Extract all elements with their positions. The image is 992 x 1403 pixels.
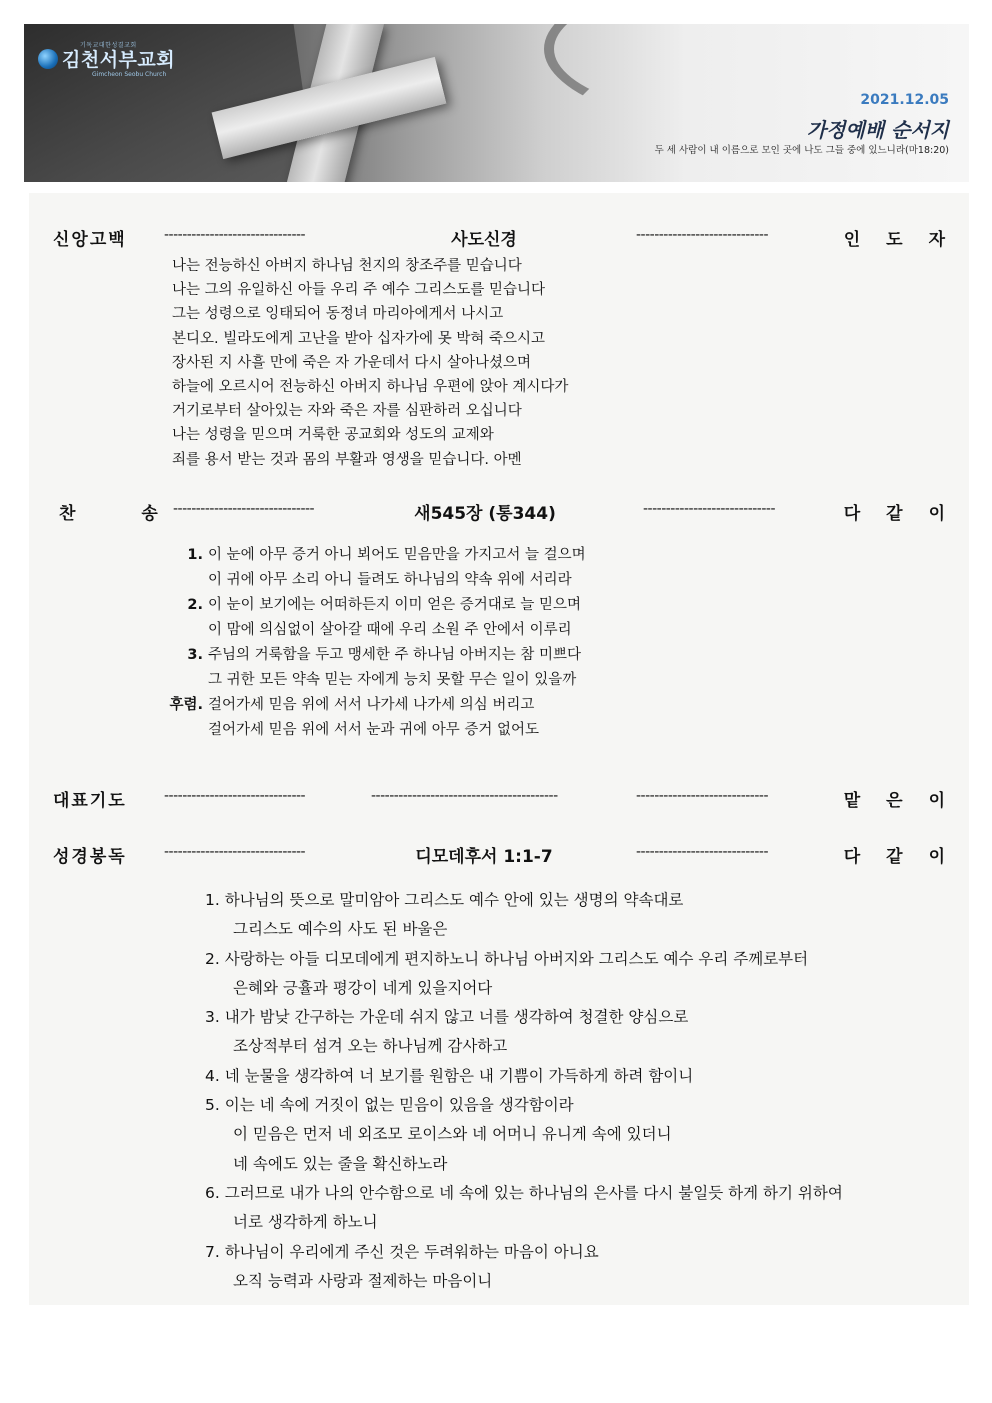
creed-line: 그는 성령으로 잉태되어 동정녀 마리아에게서 나시고 <box>172 306 504 323</box>
verse-number: 1. <box>187 547 203 563</box>
hymn-line <box>167 693 586 718</box>
verse-number: 2. <box>205 949 220 968</box>
hymn-line-text: 이 눈에 아무 증거 아니 뵈어도 믿음만을 가지고서 늘 걸으며 <box>208 547 586 563</box>
section-label: 대표기도 <box>53 791 127 811</box>
creed-line: 하늘에 오르시어 전능하신 아버지 하나님 우편에 앉아 계시다가 <box>172 379 569 396</box>
section-leader: 다같이 <box>843 504 971 524</box>
hymn-line: 이 맘에 의심없이 살아갈 때에 우리 소원 주 안에서 이루리 <box>208 622 572 638</box>
verse-number: 후렴. <box>169 697 203 713</box>
scripture-line: 그리스도 예수의 사도 된 바울은 <box>233 920 448 939</box>
section-label: 신앙고백 <box>53 230 127 250</box>
hymn-line: 걸어가세 믿음 위에 서서 눈과 귀에 아무 증거 없어도 <box>208 722 540 738</box>
scripture-text <box>205 886 843 1296</box>
creed-line: 나는 그의 유일하신 아들 우리 주 예수 그리스도를 믿습니다 <box>172 282 546 299</box>
scripture-line-text: 네 눈물을 생각하여 너 보기를 원함은 내 기쁨이 가득하게 하려 함이니 <box>224 1066 694 1085</box>
verse-number: 1. <box>205 891 220 909</box>
scripture-line <box>205 1179 843 1208</box>
verse-number: 7. <box>205 1242 220 1261</box>
creed-line: 나는 전능하신 아버지 하나님 천지의 창조주를 믿습니다 <box>172 258 522 274</box>
section-row-reading <box>29 842 969 868</box>
scripture-line-text: 하나님이 우리에게 주신 것은 두려워하는 마음이 아니요 <box>224 1242 599 1261</box>
dash-divider: ----------------------------- <box>636 788 769 804</box>
section-leader: 인도자 <box>843 230 971 250</box>
section-label: 찬 송 <box>59 504 188 524</box>
section-label: 성경봉독 <box>53 847 127 867</box>
hymn-lyrics <box>167 543 586 743</box>
hymn-line-text: 걸어가세 믿음 위에 서서 나가세 나가세 의심 버리고 <box>208 697 535 713</box>
dash-divider: ----------------------------- <box>643 501 776 517</box>
scripture-line <box>205 886 843 915</box>
section-title: 디모데후서 1:1-7 <box>415 847 553 867</box>
creed-line: 거기로부터 살아있는 자와 죽은 자를 심판하러 오십니다 <box>172 403 522 420</box>
header-verse: 두 세 사람이 내 이름으로 모인 곳에 나도 그들 중에 있느니라(마18:20) <box>654 145 949 156</box>
scripture-line <box>205 1091 843 1120</box>
dash-divider: ----------------------------------------- <box>371 788 558 804</box>
dash-divider: ------------------------------- <box>164 844 306 860</box>
creed-line: 장사된 지 사흘 만에 죽은 자 가운데서 다시 살아나셨으며 <box>172 354 532 371</box>
scripture-line <box>205 945 843 974</box>
section-title: 사도신경 <box>451 230 517 250</box>
header-banner <box>24 24 969 182</box>
section-title: 새545장 (통344) <box>414 504 556 524</box>
section-row-prayer <box>29 786 969 812</box>
creed-line: 나는 성령을 믿으며 거룩한 공교회와 성도의 교제와 <box>172 427 494 444</box>
creed-line: 죄를 용서 받는 것과 몸의 부활과 영생을 믿습니다. 아멘 <box>172 451 522 468</box>
scripture-line-text: 사랑하는 아들 디모데에게 편지하노니 하나님 아버지와 그리스도 예수 우리 주께로부터 <box>224 949 809 968</box>
verse-number: 6. <box>205 1183 220 1202</box>
creed-text <box>172 254 568 472</box>
hymn-line-text: 주님의 거룩함을 두고 맹세한 주 하나님 아버지는 참 미쁘다 <box>208 647 582 663</box>
church-english-name: Gimcheon Seobu Church <box>92 71 167 78</box>
verse-number: 2. <box>187 597 203 613</box>
hymn-line: 이 귀에 아무 소리 아니 들려도 하나님의 약속 위에 서리라 <box>208 572 572 588</box>
scripture-line <box>205 1003 843 1032</box>
section-row-creed <box>29 225 969 251</box>
verse-number: 3. <box>205 1008 220 1027</box>
creed-line: 본디오. 빌라도에게 고난을 받아 십자가에 못 박혀 죽으시고 <box>172 330 546 347</box>
dash-divider: ----------------------------- <box>636 227 769 243</box>
scripture-line-text: 그러므로 내가 나의 안수함으로 네 속에 있는 하나님의 은사를 다시 불일듯 하게 하기 위하여 <box>224 1183 843 1202</box>
section-leader: 다같이 <box>843 847 971 867</box>
verse-number: 5. <box>205 1096 220 1115</box>
dash-divider: ------------------------------- <box>164 227 306 243</box>
scripture-line-text: 하나님의 뜻으로 말미암아 그리스도 예수 안에 있는 생명의 약속대로 <box>224 891 684 909</box>
hymn-line: 그 귀한 모든 약속 믿는 자에게 능치 못할 무슨 일이 있을까 <box>208 672 577 688</box>
dash-divider: ------------------------------- <box>173 501 315 517</box>
scripture-line: 이 믿음은 먼저 네 외조모 로이스와 네 어머니 유니게 속에 있더니 <box>233 1125 672 1144</box>
church-name: 김천서부교회 <box>62 49 176 71</box>
dash-divider: ----------------------------- <box>636 844 769 860</box>
hymn-line <box>167 593 586 618</box>
scripture-line: 오직 능력과 사랑과 절제하는 마음이니 <box>233 1271 493 1290</box>
scripture-line: 네 속에도 있는 줄을 확신하노라 <box>233 1154 448 1173</box>
scripture-line <box>205 1238 843 1267</box>
hymn-line-text: 이 눈이 보기에는 어떠하든지 이미 얻은 증거대로 늘 믿으며 <box>208 597 582 613</box>
scripture-line-text: 이는 네 속에 거짓이 없는 믿음이 있음을 생각함이라 <box>224 1096 574 1115</box>
order-of-worship <box>29 193 969 1305</box>
scripture-line: 은혜와 긍휼과 평강이 네게 있을지어다 <box>233 978 493 997</box>
section-row-hymn <box>29 499 969 525</box>
hymn-line <box>167 643 586 668</box>
dash-divider: ------------------------------- <box>164 788 306 804</box>
section-leader: 맡은이 <box>843 791 971 811</box>
scripture-line <box>205 1062 843 1091</box>
scripture-line-text: 내가 밤낮 간구하는 가운데 쉬지 않고 너를 생각하여 청결한 양심으로 <box>224 1008 689 1027</box>
scripture-line: 조상적부터 섬겨 오는 하나님께 감사하고 <box>233 1037 508 1056</box>
denomination-text: 기독교대한성결교회 <box>80 42 137 49</box>
hymn-line <box>167 543 586 568</box>
church-logo <box>38 40 175 78</box>
globe-icon <box>38 49 58 69</box>
worship-date: 2021.12.05 <box>860 92 949 108</box>
page-title: 가정예배 순서지 <box>806 118 949 142</box>
scripture-line: 너로 생각하게 하노니 <box>233 1213 378 1232</box>
verse-number: 3. <box>187 647 203 663</box>
verse-number: 4. <box>205 1066 220 1085</box>
